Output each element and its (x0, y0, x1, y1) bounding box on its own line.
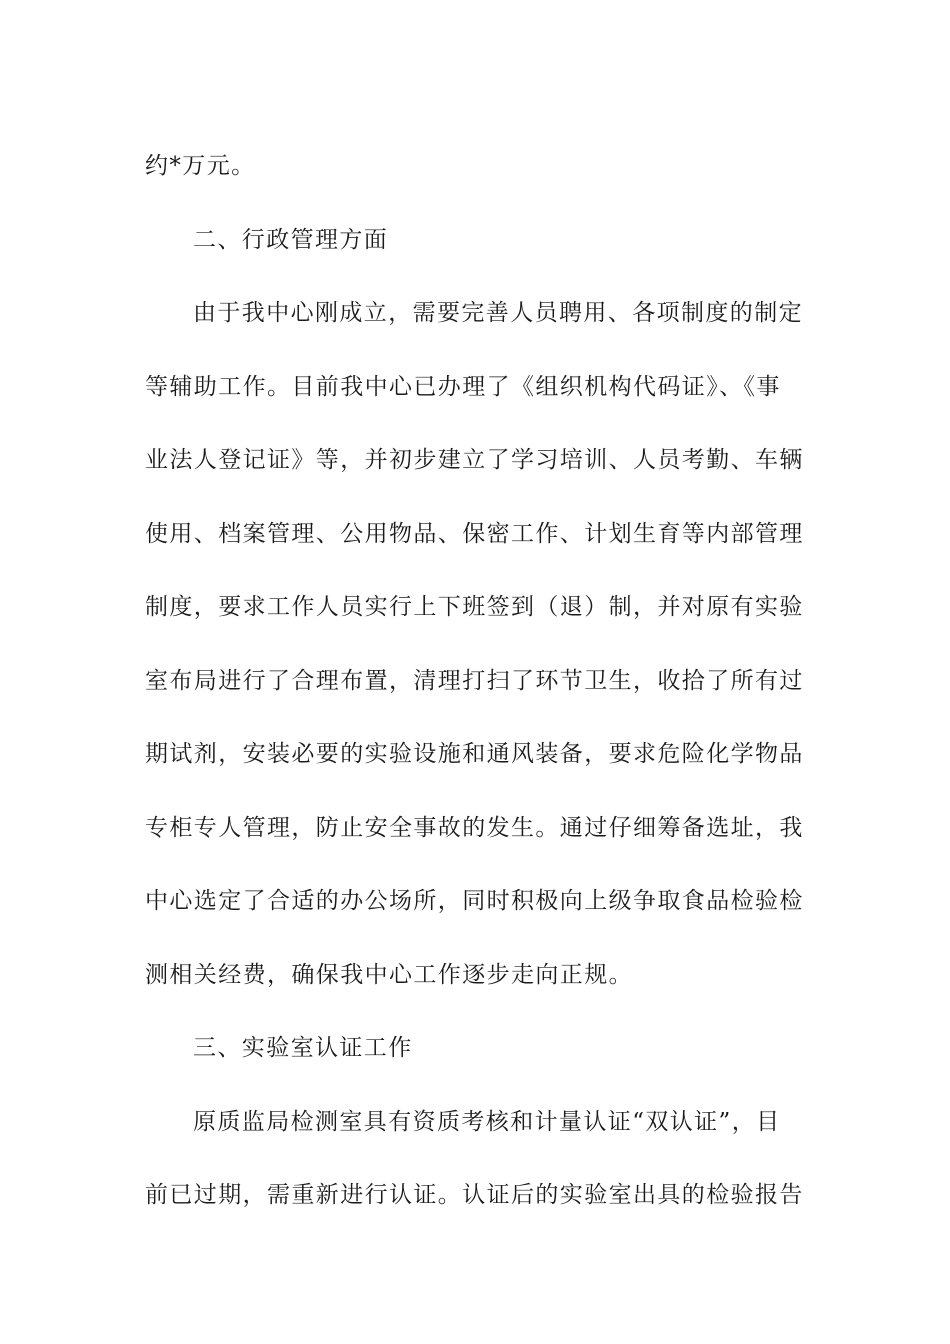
paragraph-line: 期试剂，安装必要的实验设施和通风装备，要求危险化学物品 (145, 741, 804, 767)
paragraph-line: 测相关经费，确保我中心工作逐步走向正规。 (145, 961, 633, 988)
paragraph-line: 室布局进行了合理布置，清理打扫了环节卫生，收拾了所有过 (145, 667, 804, 694)
paragraph-line: 等辅助工作。目前我中心已办理了《组织机构代码证》、《事 (145, 373, 781, 400)
paragraph-line: 由于我中心刚成立，需要完善人员聘用、各项制度的制定 (193, 300, 803, 326)
paragraph-line: 使用、档案管理、公用物品、保密工作、计划生育等内部管理 (145, 520, 804, 547)
section-heading: 二、行政管理方面 (193, 226, 389, 253)
paragraph-line: 前已过期，需重新进行认证。认证后的实验室出具的检验报告 (145, 1182, 804, 1208)
paragraph-line: 制度，要求工作人员实行上下班签到（退）制，并对原有实验 (145, 594, 804, 620)
paragraph-line: 约*万元。 (145, 153, 256, 179)
paragraph-line: 原质监局检测室具有资质考核和计量认证“双认证”，目 (193, 1108, 781, 1135)
paragraph-line: 业法人登记证》等，并初步建立了学习培训、人员考勤、车辆 (145, 447, 804, 473)
paragraph-line: 专柜专人管理，防止安全事故的发生。通过仔细筹备选址，我 (145, 814, 804, 841)
section-heading: 三、实验室认证工作 (193, 1035, 413, 1061)
paragraph-line: 中心选定了合适的办公场所，同时积极向上级争取食品检验检 (145, 888, 804, 914)
document-body (145, 130, 804, 1233)
